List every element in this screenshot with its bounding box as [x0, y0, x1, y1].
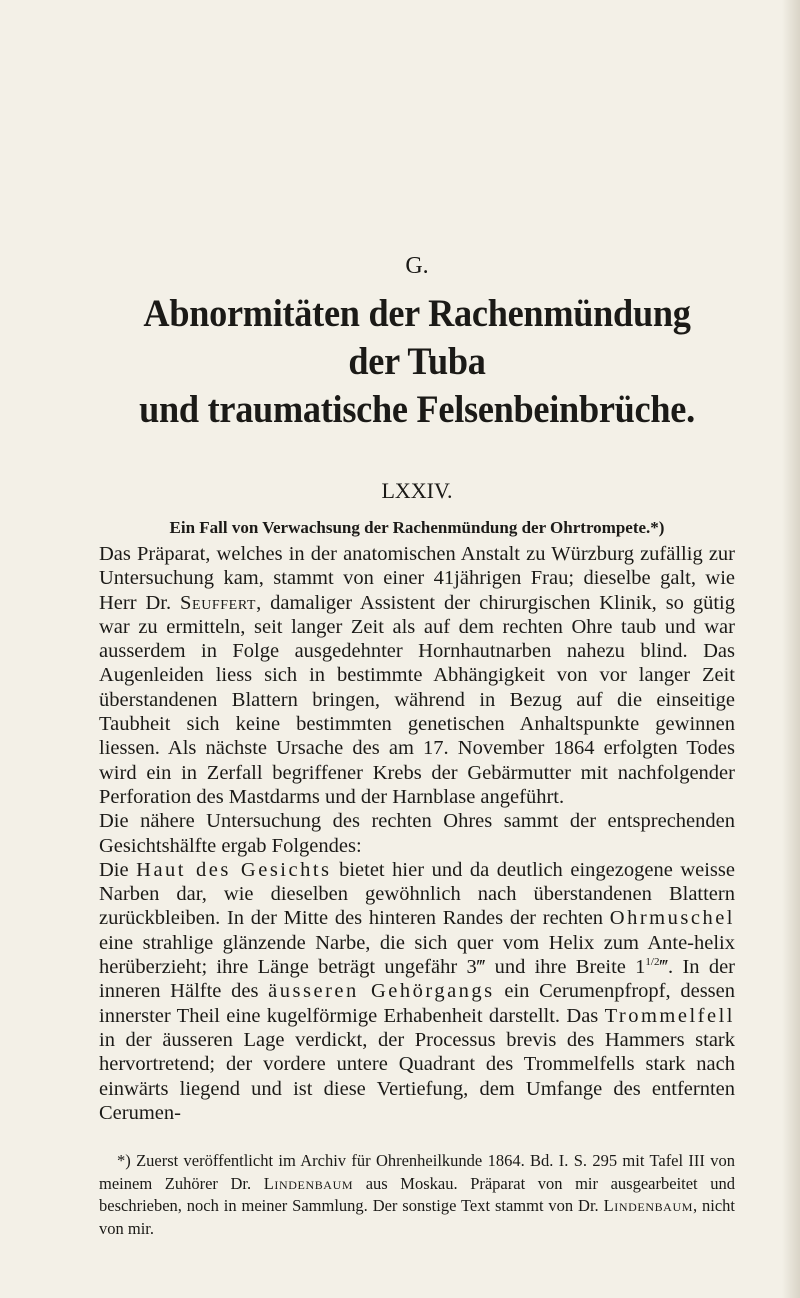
- paragraph-3: [99, 858, 735, 1125]
- person-name-lindenbaum-2: Lindenbaum: [603, 1196, 693, 1216]
- paragraph-3-text-3: eine strahlige glänzende Narbe, die sich quer vom Helix zum Ante-helix herüberzieht; ihre Länge beträgt ungefähr 3‴ und ihre Breite 1: [99, 931, 735, 979]
- chapter-title-line-2: und traumatische Felsenbeinbrüche.: [139, 388, 695, 431]
- person-name-seuffert: Seuffert: [180, 591, 257, 614]
- page-edge-shadow: [782, 0, 800, 1298]
- section-letter: G.: [405, 253, 429, 279]
- emphasis-aeusseren-gehoergangs: äusseren Gehörgangs: [268, 980, 495, 1003]
- paragraph-3-text-5: ein Cerumenpfropf, dessen innerster Theil eine kugelförmige Erhabenheit darstellt. Das: [99, 980, 735, 1027]
- paragraph-1: [99, 542, 735, 809]
- paragraph-3-text-1: Die: [99, 858, 137, 881]
- paragraph-3-text-4: ‴. In der inneren Hälfte des: [99, 956, 735, 1003]
- paragraph-3-text-2: bietet hier und da deutlich eingezogene weisse Narben dar, wie dieselben gewöhnlich nach überstandenen Blattern zurückbleiben. In der Mitte des hinteren Randes der rechten: [99, 858, 735, 930]
- section-number: LXXIV.: [381, 478, 453, 503]
- paragraph-3-text-6: in der äusseren Lage verdickt, der Processus brevis des Hammers stark hervortretend; der vordere untere Quadrant des Trommelfells stark nach einwärts liegend und ist diese Vertiefung, dem Umfange des entfernten Cerumen-: [99, 1028, 735, 1124]
- paragraph-1-text-b: , damaliger Assistent der chirurgischen Klinik, so gütig war zu ermitteln, seit langer Zeit als auf dem rechten Ohre taub und war ausserdem in Folge ausgedehnter Hornhautnarben nahezu blind. Das Augenleiden liess sich in bestimmte Abhängigkeit von vor langer Zeit überstandenen Blattern bringen, während in Bezug auf die einseitige Taubheit sich keine bestimmten genetischen Anhaltspunkte gewinnen liessen. Als nächste Ursache des am 17. November 1864 erfolgten Todes wird ein in Zerfall begriffener Krebs der Gebärmutter mit nachfolgender Perforation des Mastdarms und der Harnblase angeführt.: [99, 591, 735, 808]
- person-name-lindenbaum: Lindenbaum: [263, 1173, 354, 1193]
- footnote-text: [99, 1150, 735, 1240]
- chapter-title-line-1: Abnormitäten der Rachenmündung der Tuba: [143, 292, 691, 383]
- footnote: [99, 1150, 735, 1240]
- fraction-one-half: 1/2: [645, 956, 660, 969]
- emphasis-haut-des-gesichts: Haut des Gesichts: [136, 858, 332, 881]
- emphasis-trommelfell: Trommelfell: [604, 1004, 735, 1027]
- footnote-text-c: , nicht von mir.: [99, 1196, 736, 1238]
- footnote-text-a: *) Zuerst veröffentlicht im Archiv für Ohrenheilkunde 1864. Bd. I. S. 295 mit Tafel III von meinem Zuhörer Dr.: [99, 1151, 735, 1193]
- footnote-text-b: aus Moskau. Präparat von mir ausgearbeitet und beschrieben, noch in meiner Sammlung. Der sonstige Text stammt von Dr.: [99, 1173, 735, 1216]
- body-text: [99, 542, 735, 1125]
- emphasis-ohrmuschel: Ohrmuschel: [609, 907, 735, 930]
- book-page: [99, 252, 735, 1240]
- paragraph-2: Die nähere Untersuchung des rechten Ohres sammt der entsprechenden Gesichtshälfte ergab Folgendes:: [99, 810, 735, 857]
- section-title: Ein Fall von Verwachsung der Rachenmündung der Ohrtrompete.*): [169, 518, 665, 537]
- paragraph-1-text-a: Das Präparat, welches in der anatomischen Anstalt zu Würzburg zufällig zur Untersuchung kam, stammt von einer 41jährigen Frau; dieselbe galt, wie Herr Dr.: [99, 543, 735, 614]
